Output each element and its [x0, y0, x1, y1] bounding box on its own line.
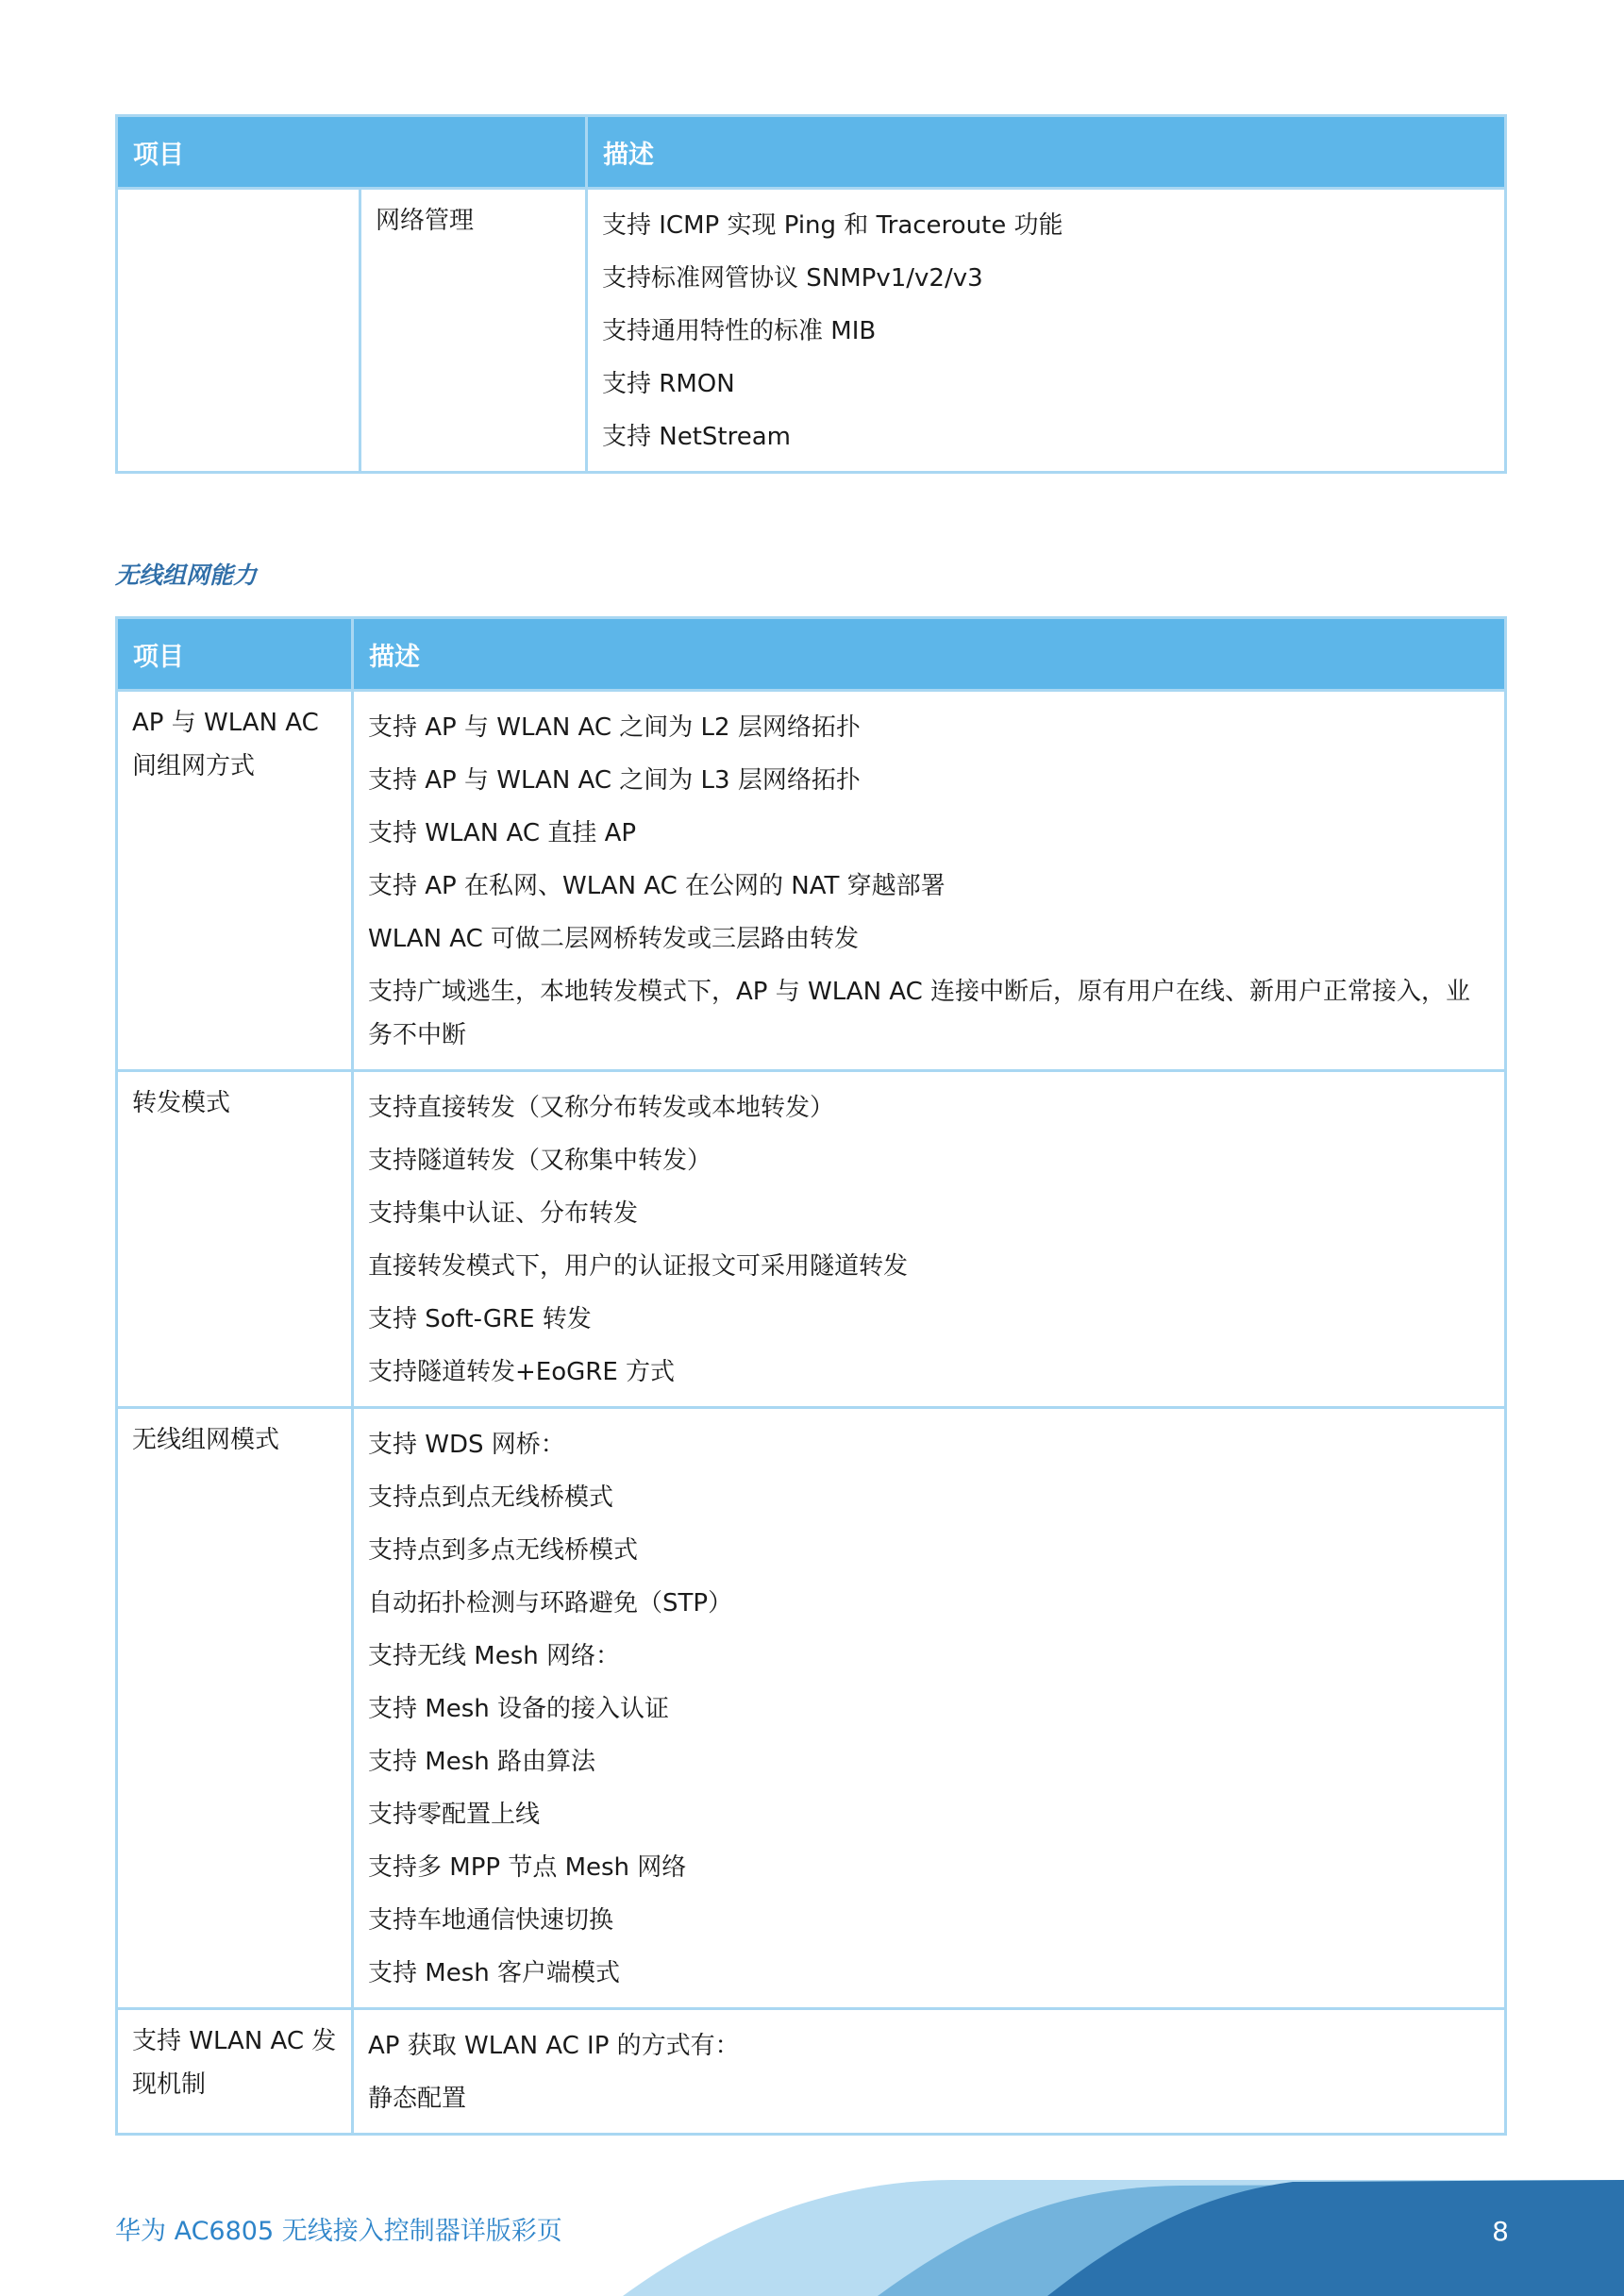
description-cell: [353, 1408, 1506, 2009]
header-item: 项目: [117, 618, 353, 691]
description-line: WLAN AC 可做二层网桥转发或三层路由转发: [368, 925, 860, 953]
description-line: 支持 AP 在私网、WLAN AC 在公网的 NAT 穿越部署: [368, 872, 946, 900]
table-row: [117, 1071, 1506, 1408]
description-line: 支持 Mesh 路由算法: [368, 1748, 595, 1776]
header-item: 项目: [117, 116, 587, 189]
description-line: 支持 Soft-GRE 转发: [368, 1305, 592, 1333]
description-line: 支持点到多点无线桥模式: [368, 1536, 639, 1565]
category-cell: 转发模式: [117, 1071, 353, 1408]
page-number: 8: [1492, 2216, 1509, 2247]
description-line: 支持 ICMP 实现 Ping 和 Traceroute 功能: [602, 211, 1063, 240]
spec-table-wireless-networking: [115, 616, 1507, 2136]
spec-table-network-management: [115, 114, 1507, 474]
description-line: 支持点到点无线桥模式: [368, 1483, 614, 1512]
description-line: 静态配置: [368, 2085, 467, 2113]
section-title: 无线组网能力: [115, 561, 258, 589]
description-line: 支持广域逃生，本地转发模式下，AP 与 WLAN AC 连接中断后，原有用户在线、新用户正常接入，业务不中断: [368, 978, 1471, 1049]
description-line: 支持 WDS 网桥：: [368, 1431, 565, 1459]
subcategory-cell: 网络管理: [360, 189, 587, 473]
description-line: 支持 Mesh 客户端模式: [368, 1959, 620, 1987]
table-header-row: [117, 116, 1506, 189]
description-line: 支持 RMON: [602, 370, 735, 398]
description-line: 支持 WLAN AC 直挂 AP: [368, 819, 637, 847]
description-cell: [353, 1071, 1506, 1408]
table-header-row: [117, 618, 1506, 691]
description-line: 支持直接转发（又称分布转发或本地转发）: [368, 1094, 835, 1122]
description-line: 支持零配置上线: [368, 1801, 541, 1829]
description-line: AP 获取 WLAN AC IP 的方式有：: [368, 2032, 740, 2060]
description-line: 支持车地通信快速切换: [368, 1906, 614, 1935]
description-line: 支持 NetStream: [602, 423, 791, 451]
category-cell: 支持 WLAN AC 发现机制: [117, 2009, 353, 2135]
description-line: 支持多 MPP 节点 Mesh 网络: [368, 1853, 687, 1882]
header-description: 描述: [353, 618, 1506, 691]
footer-document-title: 华为 AC6805 无线接入控制器详版彩页: [115, 2217, 562, 2246]
description-line: 支持 AP 与 WLAN AC 之间为 L3 层网络拓扑: [368, 766, 861, 795]
description-cell: [587, 189, 1506, 473]
table-row: [117, 189, 1506, 473]
category-cell: AP 与 WLAN AC 间组网方式: [117, 691, 353, 1071]
description-line: 自动拓扑检测与环路避免（STP）: [368, 1589, 733, 1617]
description-cell: [353, 691, 1506, 1071]
table-row: [117, 691, 1506, 1071]
description-line: 支持集中认证、分布转发: [368, 1199, 639, 1228]
description-line: 支持无线 Mesh 网络：: [368, 1642, 620, 1670]
table-row: [117, 2009, 1506, 2135]
category-cell: [117, 189, 360, 473]
description-line: 支持通用特性的标准 MIB: [602, 317, 877, 345]
header-description: 描述: [587, 116, 1506, 189]
table-row: [117, 1408, 1506, 2009]
description-line: 支持 Mesh 设备的接入认证: [368, 1695, 669, 1723]
description-line: 支持隧道转发（又称集中转发）: [368, 1147, 712, 1175]
description-line: 直接转发模式下，用户的认证报文可采用隧道转发: [368, 1252, 909, 1281]
description-cell: [353, 2009, 1506, 2135]
description-line: 支持隧道转发+EoGRE 方式: [368, 1358, 676, 1386]
description-line: 支持 AP 与 WLAN AC 之间为 L2 层网络拓扑: [368, 713, 861, 742]
category-cell: 无线组网模式: [117, 1408, 353, 2009]
description-line: 支持标准网管协议 SNMPv1/v2/v3: [602, 264, 983, 293]
